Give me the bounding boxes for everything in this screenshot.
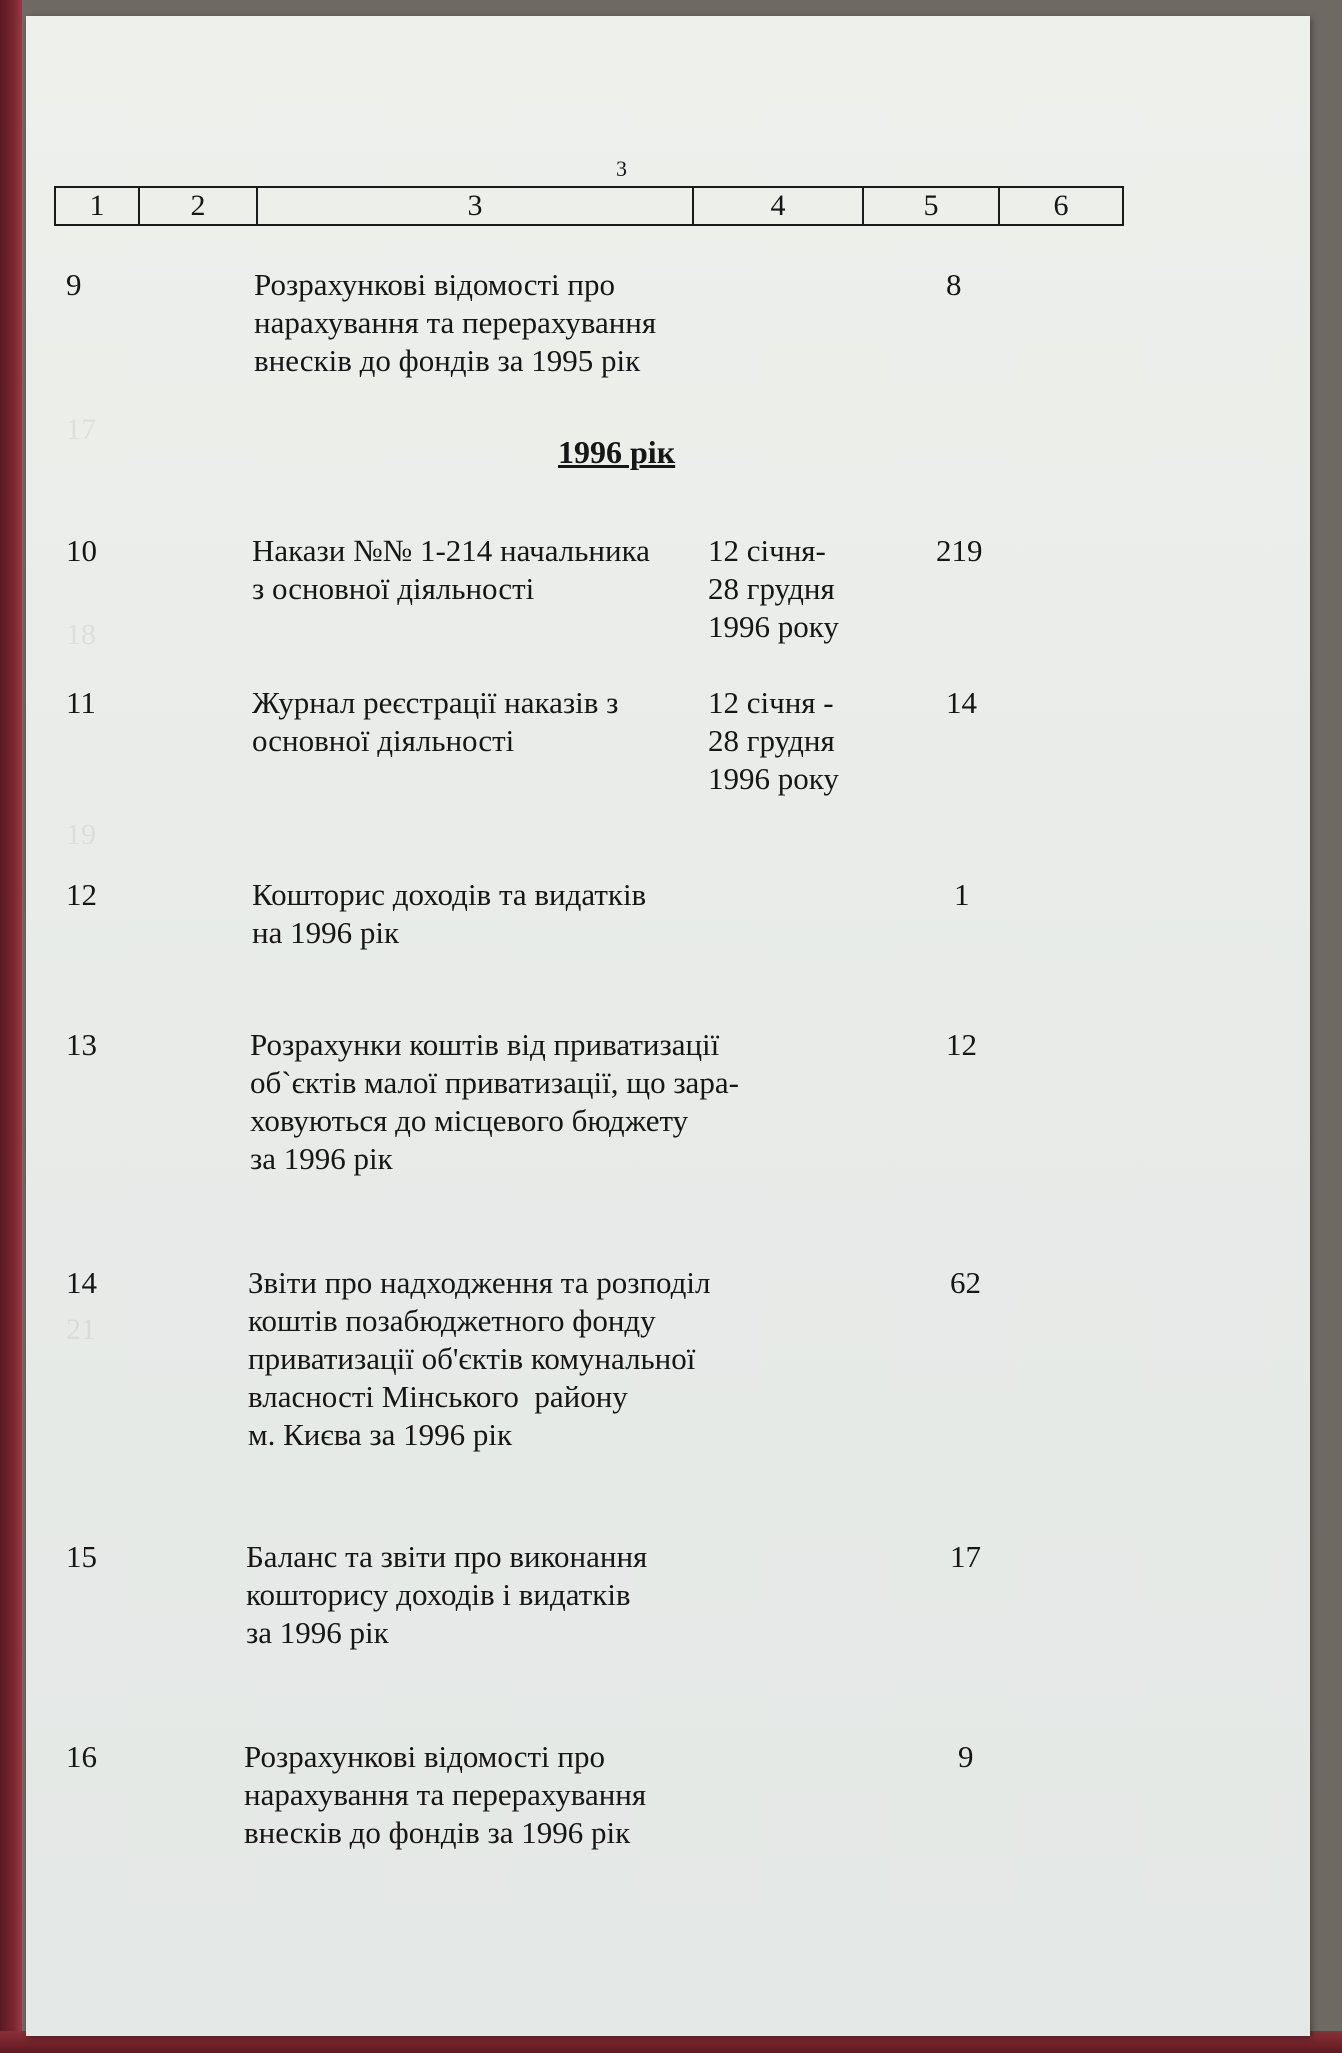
entry-number: 9: [66, 267, 82, 302]
show-through-text: 18: [66, 618, 96, 651]
entry-sheet-count: 219: [936, 533, 983, 568]
entry-sheet-count: 9: [958, 1739, 974, 1774]
book-spine: [0, 0, 22, 2053]
page-number: 3: [616, 156, 627, 181]
entry-description: Кошторис доходів та видатків на 1996 рік: [252, 877, 647, 950]
show-through-text: 19: [66, 818, 96, 851]
entry-sheet-count: 1: [954, 877, 970, 912]
entry-description: Журнал реєстрації наказів з основної діяльності: [252, 685, 619, 758]
column-header: 3: [257, 187, 693, 225]
document-page: [26, 16, 1310, 2036]
column-header: 5: [863, 187, 999, 225]
year-heading: 1996 рік: [558, 434, 676, 470]
entry-number: 14: [66, 1265, 97, 1300]
entry-date-range: 12 січня- 28 грудня 1996 року: [708, 533, 839, 644]
entry-number: 12: [66, 877, 97, 912]
column-header-table: [54, 186, 1124, 226]
entry-description: Баланс та звіти про виконання кошторису доходів і видатків за 1996 рік: [246, 1539, 648, 1650]
entry-sheet-count: 8: [946, 267, 962, 302]
entry-description: Розрахункові відомості про нарахування та перерахування внесків до фондів за 1995 рік: [254, 267, 657, 378]
show-through-text: 21: [66, 1313, 96, 1346]
entry-sheet-count: 14: [946, 685, 977, 720]
column-header: 1: [55, 187, 139, 225]
entry-description: Звіти про надходження та розподіл коштів позабюджетного фонду приватизації об'єктів комунальної власності Мінського району м. Києва за 1996 рік: [248, 1265, 711, 1452]
entry-description: Розрахункові відомості про нарахування та перерахування внесків до фондів за 1996 рік: [244, 1739, 647, 1850]
entry-description: Розрахунки коштів від приватизації об`єктів малої приватизації, що зара- ховуються до місцевого бюджету за 1996 рік: [250, 1027, 739, 1176]
entry-number: 11: [66, 685, 96, 720]
entry-description: Накази №№ 1-214 начальника з основної діяльності: [252, 533, 650, 606]
column-header: 4: [693, 187, 863, 225]
entry-number: 16: [66, 1739, 97, 1774]
entry-sheet-count: 62: [950, 1265, 981, 1300]
column-header: 2: [139, 187, 257, 225]
entry-sheet-count: 12: [946, 1027, 977, 1062]
entry-number: 10: [66, 533, 97, 568]
entry-number: 13: [66, 1027, 97, 1062]
entry-date-range: 12 січня - 28 грудня 1996 року: [708, 685, 839, 796]
column-header: 6: [999, 187, 1123, 225]
entry-number: 15: [66, 1539, 97, 1574]
show-through-text: 17: [66, 413, 96, 446]
entry-sheet-count: 17: [950, 1539, 981, 1574]
